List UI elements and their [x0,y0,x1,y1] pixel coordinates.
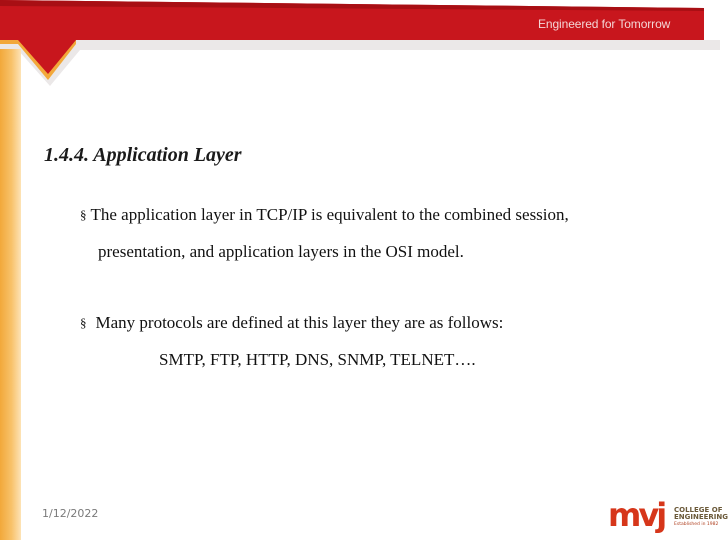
header-decoration [0,0,720,100]
bullet-2-line-1: Many protocols are defined at this layer they are as follows: [95,313,504,332]
footer-date: 1/12/2022 [42,507,99,520]
header-gray-band [0,40,720,86]
left-accent-bar [0,49,21,540]
slide-title: 1.4.4. Application Layer [44,144,242,166]
logo-line-2: ENGINEERING [674,513,728,521]
bullet-2 [80,313,503,333]
bullet-marker: § [80,207,87,222]
bullet-1 [80,205,569,225]
bullet-1-line-2: presentation, and application layers in the OSI model. [98,242,464,261]
logo-established: Established in 1982 [674,522,719,527]
bullet-marker: § [80,315,87,330]
header-tagline: Engineered for Tomorrow [538,17,671,31]
bullet-2-line-2: SMTP, FTP, HTTP, DNS, SNMP, TELNET…. [159,350,476,369]
logo-line-1: COLLEGE OF [674,506,723,514]
header-red-bar [0,0,704,74]
logo-letters: mvj [608,496,665,534]
bullet-1-line-1: The application layer in TCP/IP is equivalent to the combined session, [90,205,569,224]
logo-text [674,507,728,528]
mvj-logo [608,496,728,540]
